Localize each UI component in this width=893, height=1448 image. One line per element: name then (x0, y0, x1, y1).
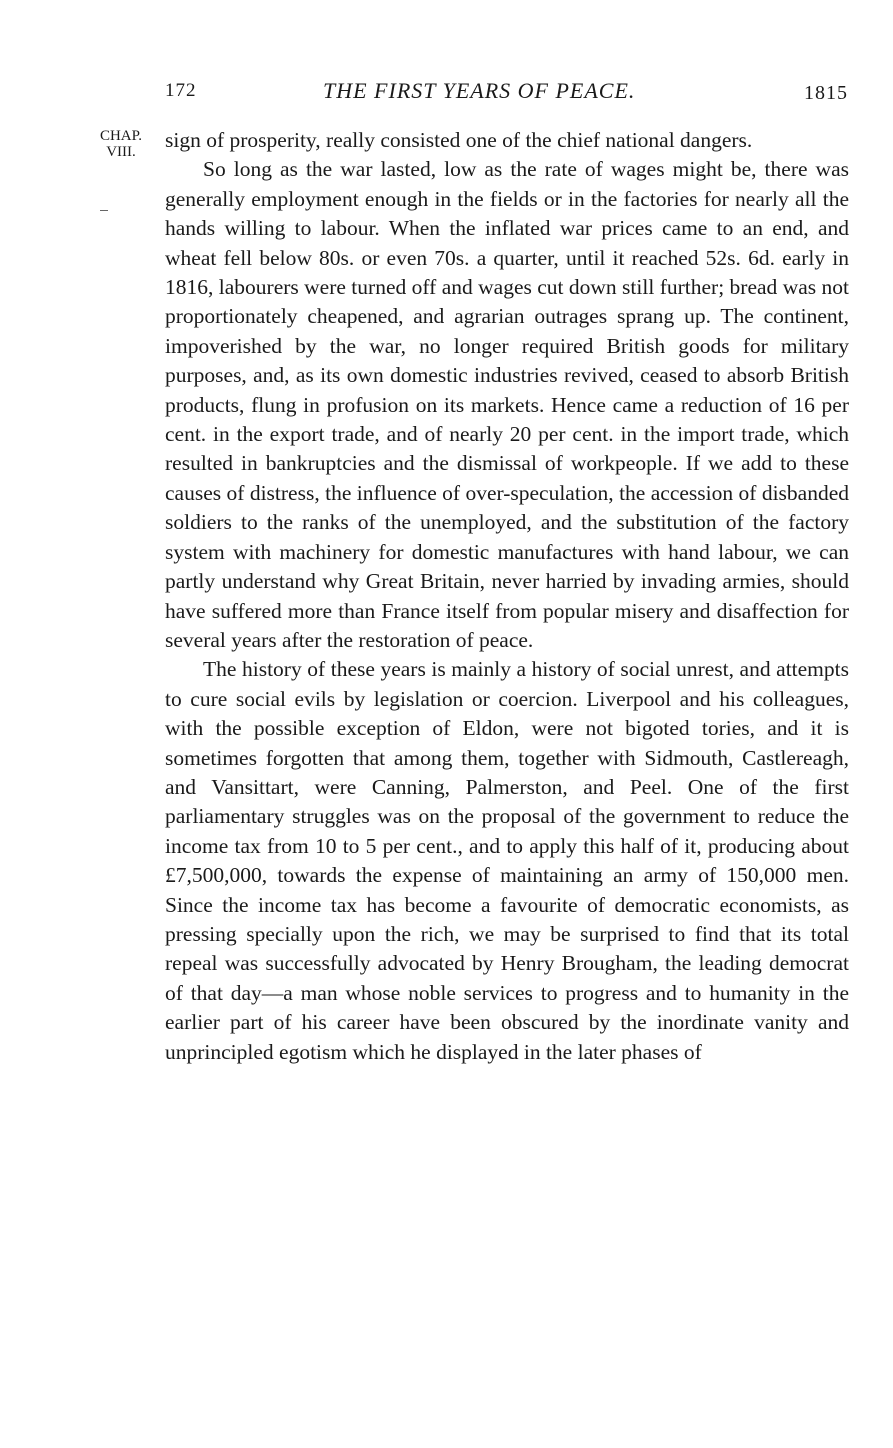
running-title: THE FIRST YEARS OF PEACE. (323, 78, 636, 103)
paragraph: The history of these years is mainly a history of social unrest, and attempts to cure social evils by legislation or coercion. Liverpool and his colleagues, with the possible exception of Eldon, were not bigoted tories, and it is sometimes forgotten that among them, together with Sidmouth, Castlereagh, and Vansittart, were Canning, Palmerston, and Peel. One of the first parliamentary struggles was on the proposal of the government to reduce the income tax from 10 to 5 per cent., and to apply this half of it, producing about £7,500,000, towards the expense of maintaining an army of 150,000 men. Since the income tax has become a favourite of democratic economists, as pressing specially upon the rich, we may be surprised to find that its total repeal was successfully advocated by Henry Brougham, the leading democrat of that day—a man whose noble services to progress and to humanity in the earlier part of his career have been obscured by the inordinate vanity and unprincipled egotism which he displayed in the later phases of (165, 657, 849, 1064)
page-number: 172 (165, 80, 197, 101)
running-year: 1815 (804, 82, 848, 104)
chapter-word: CHAP. (99, 128, 143, 144)
paragraph-continuation: sign of prosperity, really consisted one of the chief national dangers. (165, 128, 753, 152)
chapter-marginal-label (85, 128, 157, 160)
margin-tick (100, 210, 108, 211)
paragraph: So long as the war lasted, low as the rate of wages might be, there was generally employment enough in the fields or in the factories for nearly all the hands willing to labour. When the inflated war prices came to an end, and wheat fell below 80s. or even 70s. a quarter, until it reached 52s. 6d. early in 1816, labourers were turned off and wages cut down still further; bread was not proportionately cheapened, and agrarian outrages sprang up. The continent, impoverished by the war, no longer required British goods for military purposes, and, as its own domestic industries revived, ceased to absorb British products, flung in profusion on its markets. Hence came a reduction of 16 per cent. in the export trade, and of nearly 20 per cent. in the import trade, which resulted in bankruptcies and the dismissal of workpeople. If we add to these causes of distress, the influence of over-speculation, the accession of disbanded soldiers to the ranks of the unemployed, and the substitution of the factory system with machinery for domestic manufactures with hand labour, we can partly understand why Great Britain, never harried by invading armies, should have suffered more than France itself from popular misery and disaffection for several years after the restoration of peace. (165, 157, 849, 652)
chapter-number: VIII. (106, 144, 136, 160)
running-header (165, 76, 850, 108)
body-text (165, 126, 849, 1067)
